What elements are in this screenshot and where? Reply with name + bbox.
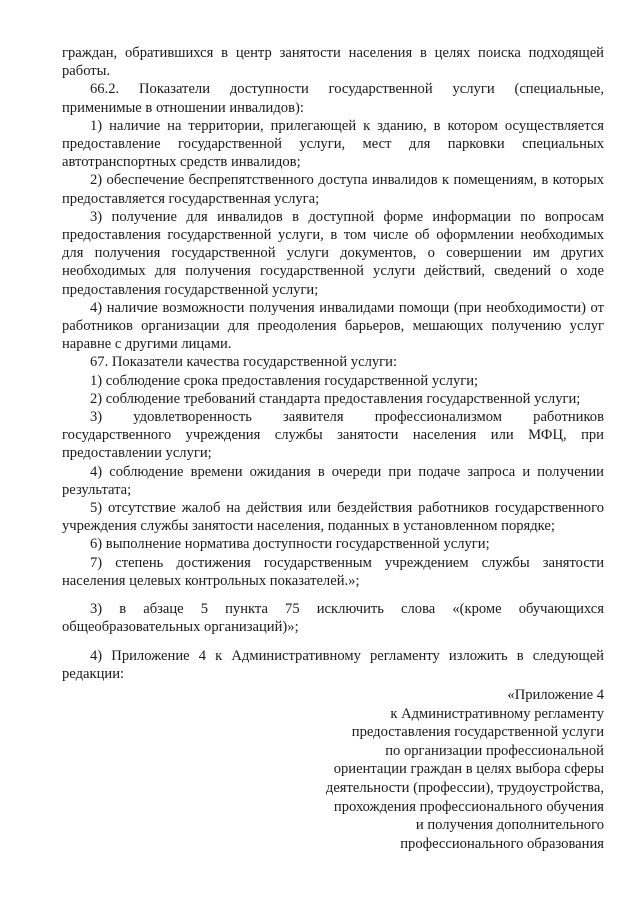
- paragraph-67-heading: 67. Показатели качества государственной услуги:: [90, 354, 398, 371]
- amendment-4: 4) Приложение 4 к Административному регламенту изложить в следующей редакции:: [62, 647, 604, 682]
- amendment-3: 3) в абзаце 5 пункта 75 исключить слова «(кроме обучающихся общеобразовательных организаций)»;: [62, 601, 604, 636]
- appendix-line: профессионального образования: [400, 835, 604, 852]
- appendix-line: и получения дополнительного: [415, 817, 604, 834]
- paragraph-67-item-1: 1) соблюдение срока предоставления государственной услуги;: [90, 372, 479, 389]
- appendix-line: прохождения профессионального обучения: [333, 798, 604, 815]
- appendix-line: по организации профессиональной: [385, 742, 604, 759]
- paragraph-67-item-6: 6) выполнение норматива доступности государственной услуги;: [90, 536, 490, 553]
- appendix-title: «Приложение 4: [507, 687, 604, 703]
- appendix-line: предоставления государственной услуги: [351, 724, 604, 741]
- paragraph-66-2-item-4: 4) наличие возможности получения инвалидами помощи (при необходимости) от работников организации для преодоления барьеров, мешающих получению услуг наравне с другими лицами.: [62, 299, 604, 353]
- appendix-line: к Административному регламенту: [390, 705, 604, 722]
- paragraph-continuation: граждан, обратившихся в центр занятости населения в целях поиска подходящей работы.: [62, 45, 604, 80]
- paragraph-67-item-5: 5) отсутствие жалоб на действия или бездействия работников государственного учреждения службы занятости населения, поданных в установленном порядке;: [62, 500, 604, 535]
- paragraph-67-item-3: 3) удовлетворенность заявителя профессионализмом работников государственного учреждения службы занятости населения или МФЦ, при предоставлении услуги;: [62, 409, 604, 462]
- appendix-line: ориентации граждан в целях выбора сферы: [333, 761, 604, 778]
- paragraph-66-2-heading: 66.2. Показатели доступности государственной услуги (специальные, применимые в отношении инвалидов):: [62, 81, 604, 116]
- appendix-line: деятельности (профессии), трудоустройства,: [325, 779, 604, 796]
- paragraph-66-2-item-3: 3) получение для инвалидов в доступной форме информации по вопросам предоставления государственной услуги, в том числе об оформлении необходимых для получения государственной услуги документов, о совершении им других необходимых для получения государственной услуги действий, сведений о ходе предоставления государственной услуги;: [62, 208, 604, 298]
- appendix-header: [304, 686, 604, 853]
- paragraph-67-item-7: 7) степень достижения государственным учреждением службы занятости населения целевых контрольных показателей.»;: [62, 554, 604, 589]
- paragraph-66-2-item-1: 1) наличие на территории, прилегающей к зданию, в котором осуществляется предоставление государственной услуги, мест для парковки специальных автотранспортных средств инвалидов;: [62, 117, 604, 171]
- document-body: [62, 44, 604, 683]
- paragraph-67-item-4: 4) соблюдение времени ожидания в очереди при подаче запроса и получении результата;: [62, 463, 604, 498]
- paragraph-67-item-2: 2) соблюдение требований стандарта предоставления государственной услуги;: [90, 390, 581, 407]
- paragraph-66-2-item-2: 2) обеспечение беспрепятственного доступа инвалидов к помещениям, в которых предоставляется государственная услуга;: [62, 172, 604, 207]
